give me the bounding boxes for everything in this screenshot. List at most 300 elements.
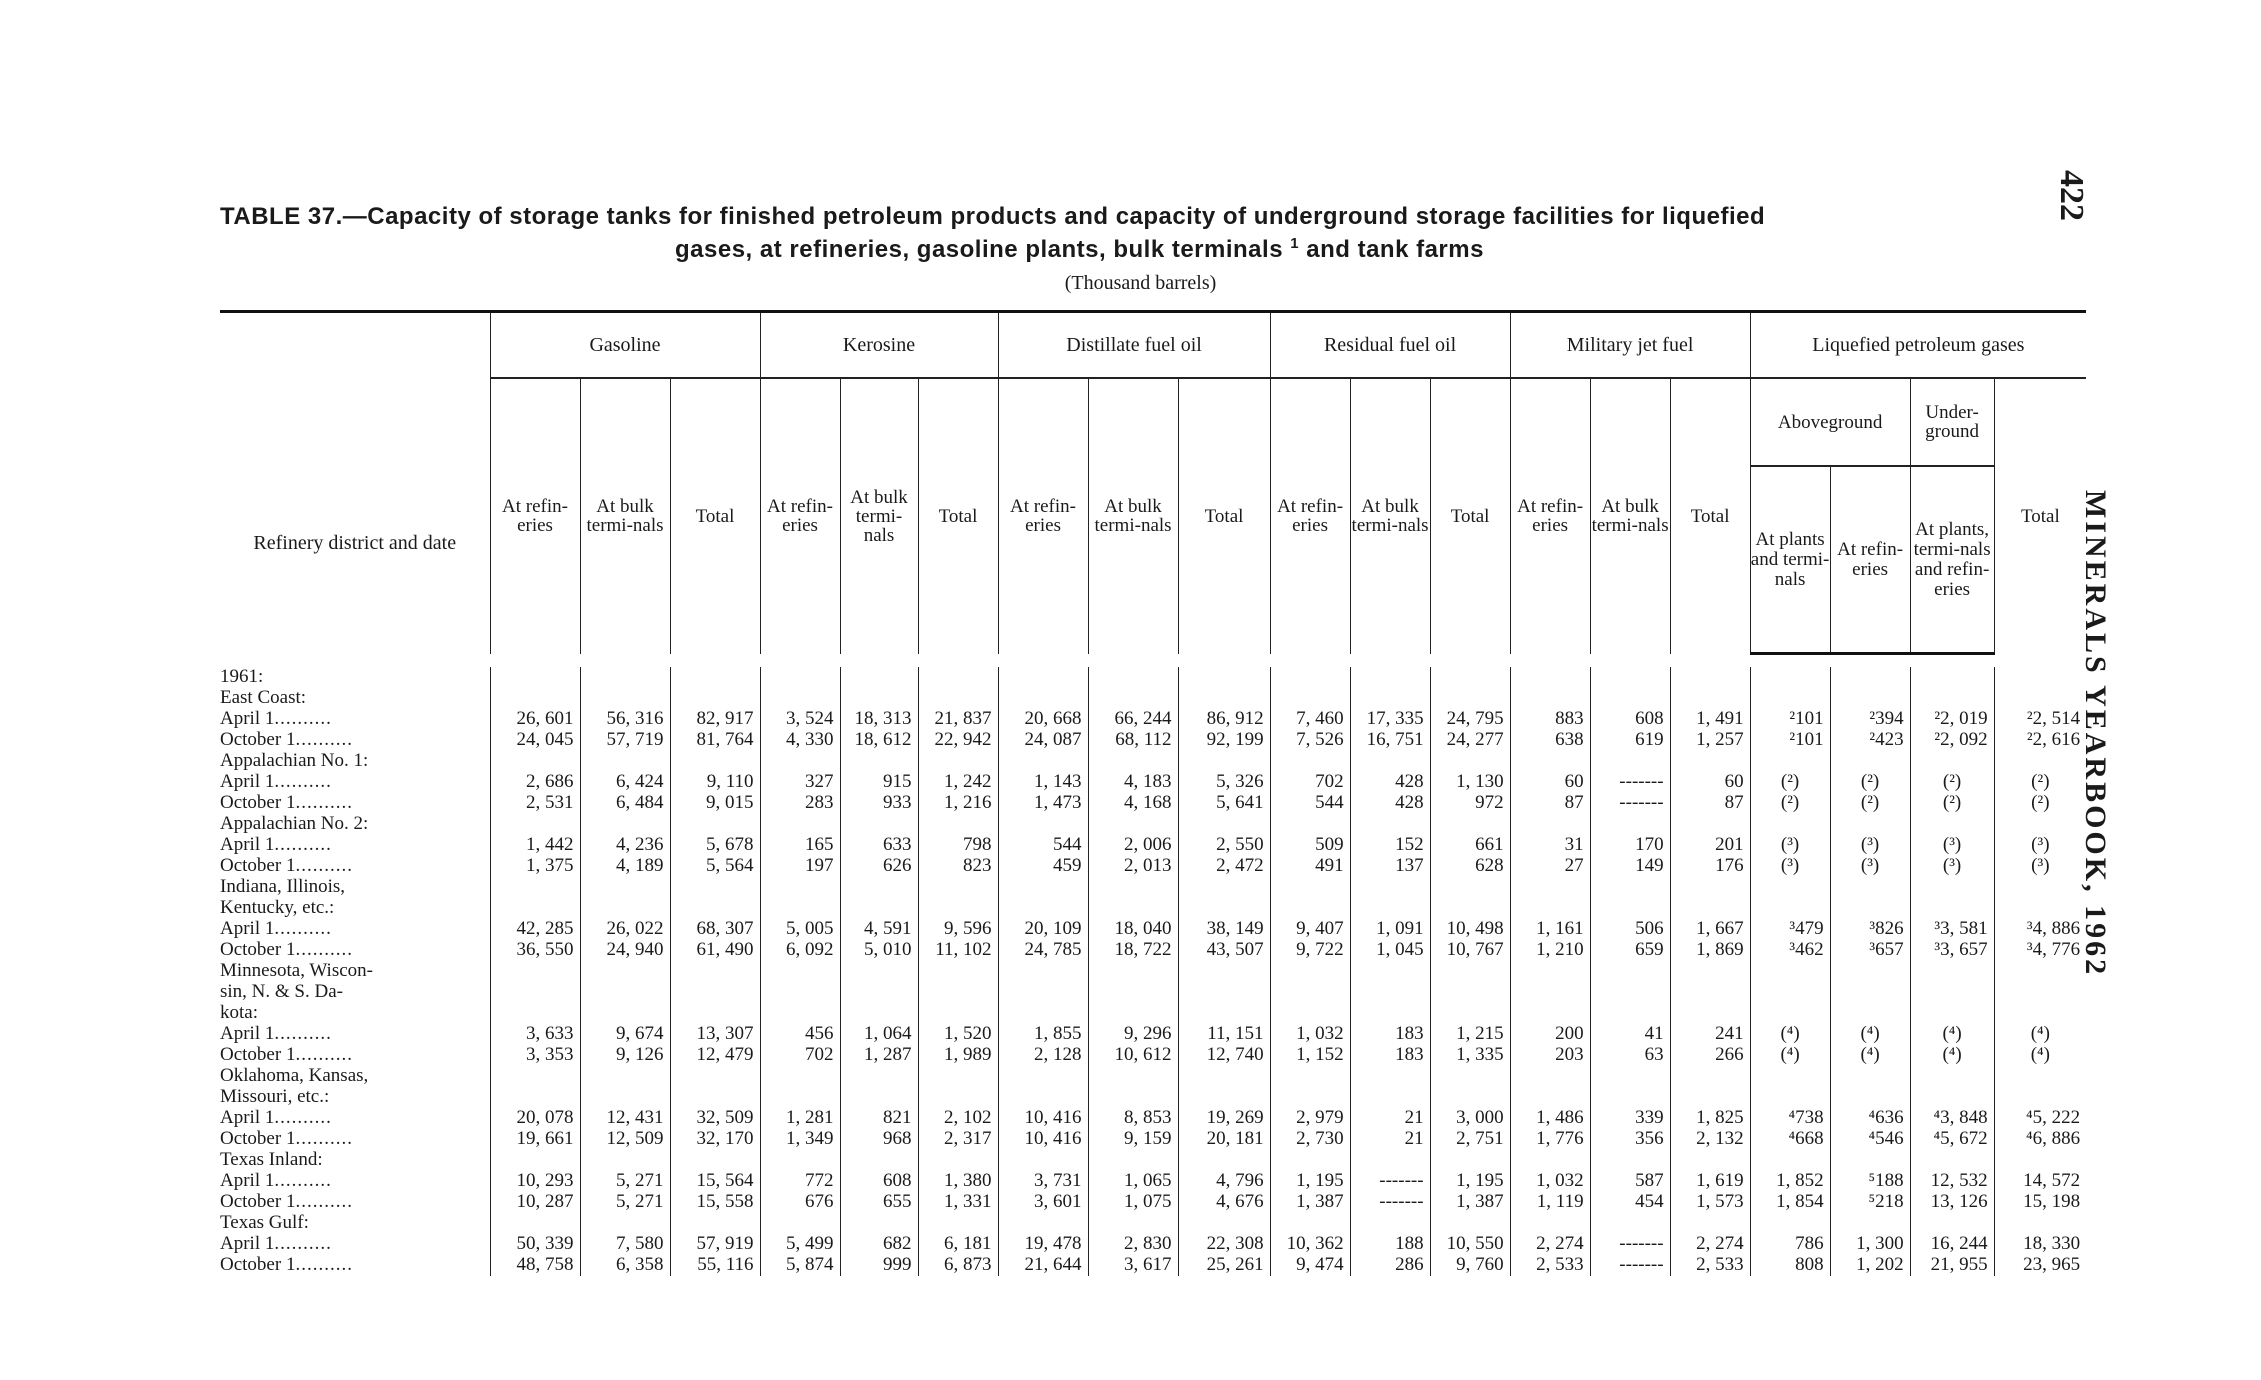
table-row <box>220 1150 2086 1171</box>
table-cell: ⁴6, 886 <box>1994 1129 2086 1150</box>
leader-dots: .......... <box>295 1044 353 1065</box>
table-cell: 9, 474 <box>1270 1255 1350 1276</box>
table-cell <box>840 961 918 982</box>
table-cell: 6, 358 <box>580 1255 670 1276</box>
table-cell: 5, 271 <box>580 1192 670 1213</box>
row-date-label <box>220 793 490 814</box>
table-cell <box>1350 982 1430 1003</box>
table-cell: 7, 460 <box>1270 709 1350 730</box>
table-cell <box>490 1087 580 1108</box>
table-cell <box>1350 1003 1430 1024</box>
table-cell <box>1270 1150 1350 1171</box>
row-label-text: October 1 <box>220 1128 296 1149</box>
table-cell: 5, 678 <box>670 835 760 856</box>
row-group-label <box>220 982 490 1003</box>
table-cell: 509 <box>1270 835 1350 856</box>
table-cell <box>1430 982 1510 1003</box>
table-cell <box>1590 1003 1670 1024</box>
table-cell <box>1750 982 1830 1003</box>
table-cell: 4, 330 <box>760 730 840 751</box>
table-cell: ------- <box>1590 1234 1670 1255</box>
table-cell <box>1910 814 1994 835</box>
table-cell <box>998 1066 1088 1087</box>
table-cell: ------- <box>1350 1192 1430 1213</box>
table-cell <box>490 877 580 898</box>
table-cell: ⁴5, 222 <box>1994 1108 2086 1129</box>
row-label-text: April 1 <box>220 771 275 792</box>
table-cell <box>670 1213 760 1234</box>
table-cell <box>1178 667 1270 688</box>
table-cell: 165 <box>760 835 840 856</box>
units-text: (Thousand barrels) <box>1064 272 1217 294</box>
table-cell <box>760 814 840 835</box>
table-cell <box>1994 1003 2086 1024</box>
table-cell: 5, 641 <box>1178 793 1270 814</box>
table-cell: ²423 <box>1830 730 1910 751</box>
table-cell <box>670 814 760 835</box>
table-cell: 702 <box>760 1045 840 1066</box>
table-row <box>220 1255 2086 1276</box>
table-cell <box>1750 898 1830 919</box>
row-date-label <box>220 856 490 877</box>
table-cell: (³) <box>1910 835 1994 856</box>
table-cell: 1, 989 <box>918 1045 998 1066</box>
table-cell <box>1350 751 1430 772</box>
table-cell <box>1350 898 1430 919</box>
table-cell <box>1994 667 2086 688</box>
table-title-line-1: TABLE 37.—Capacity of storage tanks for finished petroleum products and capacity of underground storage facilities for liquefied <box>220 203 1766 230</box>
leader-dots: .......... <box>295 939 353 960</box>
table-cell <box>1590 688 1670 709</box>
table-cell <box>670 898 760 919</box>
table-cell <box>1910 877 1994 898</box>
table-cell: 6, 424 <box>580 772 670 793</box>
table-cell <box>1088 1150 1178 1171</box>
table-cell: 36, 550 <box>490 940 580 961</box>
table-cell: 15, 558 <box>670 1192 760 1213</box>
table-cell: 1, 869 <box>1670 940 1750 961</box>
table-cell <box>1590 898 1670 919</box>
table-cell: 1, 130 <box>1430 772 1510 793</box>
table-cell: 968 <box>840 1129 918 1150</box>
table-row <box>220 709 2086 730</box>
table-cell <box>760 1066 840 1087</box>
table-cell <box>760 961 840 982</box>
table-cell: 24, 795 <box>1430 709 1510 730</box>
table-cell <box>1670 1003 1750 1024</box>
table-cell <box>1830 982 1910 1003</box>
table-cell: 12, 509 <box>580 1129 670 1150</box>
table-cell <box>1830 1003 1910 1024</box>
table-cell: (⁴) <box>1910 1045 1994 1066</box>
table-cell <box>918 1066 998 1087</box>
row-date-label <box>220 1129 490 1150</box>
table-cell <box>1590 751 1670 772</box>
table-cell: ²101 <box>1750 709 1830 730</box>
table-row <box>220 856 2086 877</box>
table-row <box>220 982 2086 1003</box>
table-row <box>220 751 2086 772</box>
table-cell: ³3, 581 <box>1910 919 1994 940</box>
stub-header-text: Refinery district and date <box>253 532 457 555</box>
table-cell <box>1088 1213 1178 1234</box>
table-cell <box>1590 1087 1670 1108</box>
table-cell <box>918 898 998 919</box>
table-cell <box>1670 1066 1750 1087</box>
table-cell: 61, 490 <box>670 940 760 961</box>
table-cell <box>670 1003 760 1024</box>
table-cell: 5, 564 <box>670 856 760 877</box>
table-cell <box>1430 961 1510 982</box>
row-date-label <box>220 772 490 793</box>
table-cell <box>998 1003 1088 1024</box>
row-label-text: October 1 <box>220 1191 296 1212</box>
table-cell: 24, 940 <box>580 940 670 961</box>
table-cell <box>1750 688 1830 709</box>
table-cell: 19, 661 <box>490 1129 580 1150</box>
table-cell <box>670 1150 760 1171</box>
table-cell: 3, 633 <box>490 1024 580 1045</box>
table-cell: (²) <box>1750 772 1830 793</box>
table-cell: ⁴3, 848 <box>1910 1108 1994 1129</box>
table-cell <box>1830 1213 1910 1234</box>
table-cell: 1, 143 <box>998 772 1088 793</box>
table-cell: 7, 526 <box>1270 730 1350 751</box>
table-cell: 2, 751 <box>1430 1129 1510 1150</box>
table-cell: 26, 601 <box>490 709 580 730</box>
table-cell <box>998 961 1088 982</box>
table-row <box>220 940 2086 961</box>
col-residual-total: Total <box>1430 378 1510 654</box>
table-cell <box>1670 877 1750 898</box>
row-date-label <box>220 730 490 751</box>
table-cell: 3, 524 <box>760 709 840 730</box>
table-cell <box>1750 1087 1830 1108</box>
table-cell: 1, 075 <box>1088 1192 1178 1213</box>
table-cell: 2, 979 <box>1270 1108 1350 1129</box>
col-lpg-underground-plants: At plants, termi-nals and refin-eries <box>1910 466 1994 654</box>
table-cell: 1, 473 <box>998 793 1088 814</box>
table-cell: 5, 874 <box>760 1255 840 1276</box>
table-row <box>220 1045 2086 1066</box>
table-cell: 57, 719 <box>580 730 670 751</box>
row-group-label <box>220 1213 490 1234</box>
row-label-text: October 1 <box>220 792 296 813</box>
table-cell: ³462 <box>1750 940 1830 961</box>
table-cell: 5, 326 <box>1178 772 1270 793</box>
table-cell <box>1750 1066 1830 1087</box>
table-cell <box>918 982 998 1003</box>
table-row <box>220 1087 2086 1108</box>
table-cell <box>580 814 670 835</box>
table-cell <box>490 1213 580 1234</box>
table-cell: 4, 236 <box>580 835 670 856</box>
table-cell: ²2, 616 <box>1994 730 2086 751</box>
table-cell: 7, 580 <box>580 1234 670 1255</box>
row-label-text: Kentucky, etc.: <box>220 897 335 918</box>
table-cell: 619 <box>1590 730 1670 751</box>
table-cell <box>918 1003 998 1024</box>
table-cell: 1, 776 <box>1510 1129 1590 1150</box>
row-label-text: Texas Gulf: <box>220 1212 309 1233</box>
table-cell: 2, 013 <box>1088 856 1178 877</box>
table-cell: 13, 126 <box>1910 1192 1994 1213</box>
row-label-text: Missouri, etc.: <box>220 1086 330 1107</box>
table-cell: 6, 092 <box>760 940 840 961</box>
col-gasoline-bulk-terminals: At bulk termi-nals <box>580 378 670 654</box>
table-cell <box>1750 751 1830 772</box>
table-cell: 12, 740 <box>1178 1045 1270 1066</box>
table-cell <box>1830 688 1910 709</box>
table-cell: (²) <box>1994 772 2086 793</box>
table-cell: 149 <box>1590 856 1670 877</box>
table-cell: 9, 296 <box>1088 1024 1178 1045</box>
table-cell: ⁴668 <box>1750 1129 1830 1150</box>
col-lpg-total: Total <box>1994 378 2086 654</box>
table-row <box>220 1129 2086 1150</box>
table-cell <box>1670 982 1750 1003</box>
table-cell <box>1178 877 1270 898</box>
table-row <box>220 1171 2086 1192</box>
table-cell: 22, 942 <box>918 730 998 751</box>
table-cell <box>1670 1150 1750 1171</box>
table-cell: 21 <box>1350 1108 1430 1129</box>
table-cell: ³4, 776 <box>1994 940 2086 961</box>
table-row <box>220 1024 2086 1045</box>
table-cell <box>840 898 918 919</box>
table-cell: 203 <box>1510 1045 1590 1066</box>
table-cell <box>490 667 580 688</box>
table-cell: 1, 202 <box>1830 1255 1910 1276</box>
table-cell <box>1350 688 1430 709</box>
table-cell <box>760 898 840 919</box>
table-cell: 21, 644 <box>998 1255 1088 1276</box>
table-cell: (⁴) <box>1830 1024 1910 1045</box>
table-cell <box>1510 961 1590 982</box>
table-cell <box>998 1213 1088 1234</box>
table-cell <box>1430 667 1510 688</box>
table-cell <box>1510 667 1590 688</box>
table-cell: (³) <box>1830 856 1910 877</box>
row-label-text: October 1 <box>220 1254 296 1275</box>
row-label-text: Oklahoma, Kansas, <box>220 1065 369 1086</box>
table-cell <box>1510 898 1590 919</box>
table-cell <box>1430 1003 1510 1024</box>
table-cell <box>1910 667 1994 688</box>
table-cell <box>1830 751 1910 772</box>
table-cell: 201 <box>1670 835 1750 856</box>
table-cell: 283 <box>760 793 840 814</box>
table-cell: 1, 375 <box>490 856 580 877</box>
table-cell <box>1270 961 1350 982</box>
table-cell: (²) <box>1994 793 2086 814</box>
table-cell <box>998 877 1088 898</box>
table-cell: 1, 064 <box>840 1024 918 1045</box>
table-cell: 6, 873 <box>918 1255 998 1276</box>
table-cell <box>1510 1066 1590 1087</box>
table-cell: 459 <box>998 856 1088 877</box>
table-cell: 24, 277 <box>1430 730 1510 751</box>
table-cell: 4, 189 <box>580 856 670 877</box>
table-cell: 56, 316 <box>580 709 670 730</box>
table-cell <box>1994 877 2086 898</box>
row-date-label <box>220 1045 490 1066</box>
table-cell <box>1088 1066 1178 1087</box>
table-cell <box>998 1087 1088 1108</box>
table-cell: 999 <box>840 1255 918 1276</box>
table-cell <box>670 688 760 709</box>
table-cell <box>1270 898 1350 919</box>
table-cell: 638 <box>1510 730 1590 751</box>
table-cell <box>1178 982 1270 1003</box>
table-cell: 9, 596 <box>918 919 998 940</box>
table-cell <box>1830 961 1910 982</box>
table-cell <box>670 1087 760 1108</box>
table-cell <box>1350 1087 1430 1108</box>
table-cell: 197 <box>760 856 840 877</box>
table-cell: 32, 509 <box>670 1108 760 1129</box>
table-cell <box>1270 1213 1350 1234</box>
table-cell: 2, 317 <box>918 1129 998 1150</box>
table-cell <box>1350 1066 1430 1087</box>
table-title-line-2 <box>220 230 2090 263</box>
table-cell: 428 <box>1350 793 1430 814</box>
row-group-label <box>220 751 490 772</box>
table-cell: 628 <box>1430 856 1510 877</box>
table-cell <box>670 877 760 898</box>
row-date-label <box>220 1234 490 1255</box>
page-number: 422 <box>2053 170 2090 221</box>
table-cell: 152 <box>1350 835 1430 856</box>
table-cell: 933 <box>840 793 918 814</box>
table-cell: 42, 285 <box>490 919 580 940</box>
table-cell: 659 <box>1590 940 1670 961</box>
table-cell: 2, 274 <box>1670 1234 1750 1255</box>
table-cell: 356 <box>1590 1129 1670 1150</box>
table-cell <box>918 688 998 709</box>
table-cell: 10, 416 <box>998 1108 1088 1129</box>
table-cell: 4, 168 <box>1088 793 1178 814</box>
table-cell: 6, 484 <box>580 793 670 814</box>
table-cell <box>840 982 918 1003</box>
table-cell: 5, 010 <box>840 940 918 961</box>
table-cell <box>1910 1066 1994 1087</box>
table-cell: 915 <box>840 772 918 793</box>
table-cell: ³479 <box>1750 919 1830 940</box>
leader-dots: .......... <box>274 918 332 939</box>
leader-dots: .......... <box>274 1170 332 1191</box>
table-cell <box>1830 1066 1910 1087</box>
leader-dots: .......... <box>295 855 353 876</box>
table-cell: 1, 119 <box>1510 1192 1590 1213</box>
leader-dots: .......... <box>295 1128 353 1149</box>
leader-dots: .......... <box>274 708 332 729</box>
table-cell <box>1270 1003 1350 1024</box>
table-cell: 786 <box>1750 1234 1830 1255</box>
table-cell: 506 <box>1590 919 1670 940</box>
col-distillate-bulk-terminals: At bulk termi-nals <box>1088 378 1178 654</box>
row-label-text: April 1 <box>220 1233 275 1254</box>
table-cell: 456 <box>760 1024 840 1045</box>
table-cell: 1, 032 <box>1510 1171 1590 1192</box>
table-row <box>220 1192 2086 1213</box>
table-cell <box>580 1213 670 1234</box>
table-row <box>220 814 2086 835</box>
table-cell <box>1670 1087 1750 1108</box>
table-cell: 1, 380 <box>918 1171 998 1192</box>
leader-dots: .......... <box>295 729 353 750</box>
row-label-text: April 1 <box>220 918 275 939</box>
table-row <box>220 877 2086 898</box>
table-cell: 60 <box>1510 772 1590 793</box>
table-cell <box>1750 1213 1830 1234</box>
table-cell <box>1670 667 1750 688</box>
table-cell: 6, 181 <box>918 1234 998 1255</box>
leader-dots: .......... <box>274 1107 332 1128</box>
table-cell: (³) <box>1994 856 2086 877</box>
table-cell: 137 <box>1350 856 1430 877</box>
table-cell: 428 <box>1350 772 1430 793</box>
table-cell <box>1270 877 1350 898</box>
table-cell <box>1910 1003 1994 1024</box>
table-cell <box>1750 961 1830 982</box>
table-cell: 4, 591 <box>840 919 918 940</box>
row-label-text: April 1 <box>220 1023 275 1044</box>
table-cell: (⁴) <box>1750 1024 1830 1045</box>
table-cell: 3, 353 <box>490 1045 580 1066</box>
table-cell: ------- <box>1350 1171 1430 1192</box>
table-cell <box>1670 688 1750 709</box>
row-label-text: October 1 <box>220 1044 296 1065</box>
table-cell <box>1350 877 1430 898</box>
table-cell <box>1994 961 2086 982</box>
table-cell <box>1270 667 1350 688</box>
row-label-text: Indiana, Illinois, <box>220 876 346 897</box>
table-cell: 1, 195 <box>1270 1171 1350 1192</box>
table-cell <box>1830 898 1910 919</box>
title-line-2-text: gases, at refineries, gasoline plants, bulk terminals <box>675 236 1284 263</box>
table-cell: 823 <box>918 856 998 877</box>
table-cell <box>1178 1066 1270 1087</box>
table-cell: 2, 274 <box>1510 1234 1590 1255</box>
row-label-text: Texas Inland: <box>220 1149 323 1170</box>
table-cell: 12, 532 <box>1910 1171 1994 1192</box>
table-cell <box>760 1150 840 1171</box>
row-group-label <box>220 961 490 982</box>
table-row <box>220 688 2086 709</box>
table-cell <box>1910 751 1994 772</box>
table-cell <box>1088 982 1178 1003</box>
table-cell <box>1510 1087 1590 1108</box>
table-cell: 772 <box>760 1171 840 1192</box>
table-row <box>220 793 2086 814</box>
table-cell: 1, 032 <box>1270 1024 1350 1045</box>
table-cell <box>1178 898 1270 919</box>
table-cell: 9, 674 <box>580 1024 670 1045</box>
row-date-label <box>220 1255 490 1276</box>
table-cell <box>1830 1087 1910 1108</box>
table-cell: 24, 785 <box>998 940 1088 961</box>
table-cell <box>1350 961 1430 982</box>
table-cell: 3, 601 <box>998 1192 1088 1213</box>
table-cell: 10, 293 <box>490 1171 580 1192</box>
table-cell: 1, 195 <box>1430 1171 1510 1192</box>
table-cell: 24, 087 <box>998 730 1088 751</box>
table-cell: 19, 478 <box>998 1234 1088 1255</box>
table-cell: 87 <box>1510 793 1590 814</box>
table-cell: 15, 564 <box>670 1171 760 1192</box>
table-cell: 23, 965 <box>1994 1255 2086 1276</box>
